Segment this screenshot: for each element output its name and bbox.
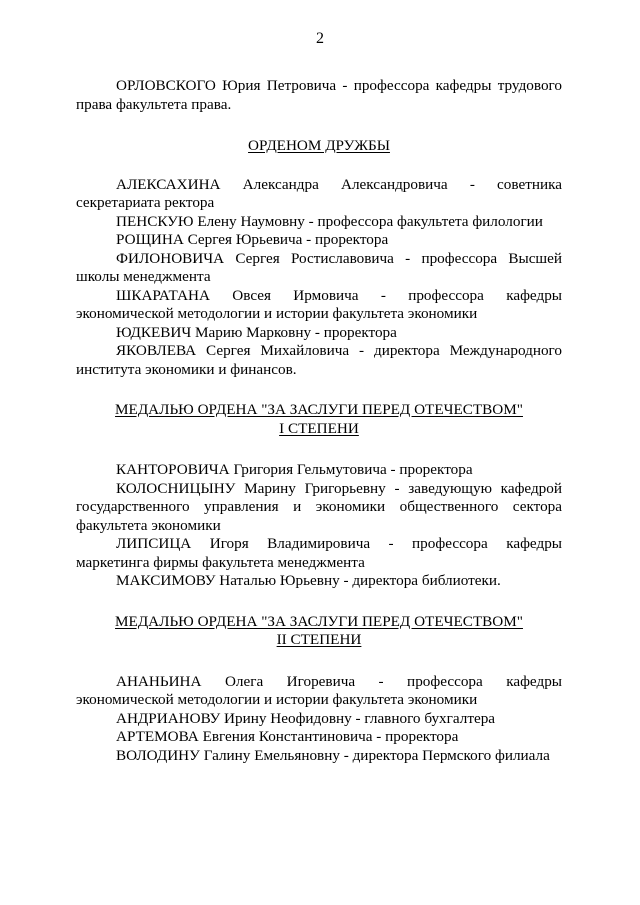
section-heading-medal-1st-degree (76, 401, 562, 438)
list-item: МАКСИМОВУ Наталью Юрьевну - директора библиотеки. (116, 572, 501, 589)
list-item: АРТЕМОВА Евгения Константиновича - проректора (116, 728, 459, 745)
heading-line: I СТЕПЕНИ (279, 419, 359, 437)
heading-line: II СТЕПЕНИ (276, 631, 362, 648)
document-body (76, 77, 562, 765)
list-item: КОЛОСНИЦЫНУ Марину Григорьевну - заведующую кафедрой государственного управления и экономики общественного сектора факультета экономики (76, 479, 562, 534)
section-heading-medal-2nd-degree (76, 613, 562, 650)
heading-line: МЕДАЛЬЮ ОРДЕНА "ЗА ЗАСЛУГИ ПЕРЕД ОТЕЧЕСТВОМ" (115, 401, 523, 418)
list-item: ОРЛОВСКОГО Юрия Петровича - профессора кафедры трудового права факультета права. (76, 77, 562, 113)
page-number: 2 (316, 30, 324, 47)
list-item: ПЕНСКУЮ Елену Наумовну - профессора факультета филологии (116, 212, 543, 230)
list-item: ЛИПСИЦА Игоря Владимировича - профессора кафедры маркетинга фирмы факультета менеджмента (76, 535, 562, 571)
list-item: ВОЛОДИНУ Галину Емельяновну - директора Пермского филиала (116, 746, 550, 764)
list-item: ФИЛОНОВИЧА Сергея Ростиславовича - профессора Высшей школы менеджмента (76, 249, 562, 285)
list-item: КАНТОРОВИЧА Григория Гельмутовича - проректора (116, 461, 473, 478)
list-item: АНДРИАНОВУ Ирину Неофидовну - главного бухгалтера (116, 709, 496, 727)
list-item: ШКАРАТАНА Овсея Ирмовича - профессора кафедры экономической методологии и истории факультета экономики (76, 286, 562, 322)
list-item: ЯКОВЛЕВА Сергея Михайловича - директора Международного института экономики и финансов. (76, 342, 562, 378)
list-item: АЛЕКСАХИНА Александра Александровича - советника секретариата ректора (76, 175, 562, 211)
section-heading-order-of-friendship: ОРДЕНОМ ДРУЖБЫ (248, 137, 390, 154)
list-item: ЮДКЕВИЧ Марию Марковну - проректора (116, 323, 397, 341)
list-item: РОЩИНА Сергея Юрьевича - проректора (116, 231, 389, 248)
list-item: АНАНЬИНА Олега Игоревича - профессора кафедры экономической методологии и истории факультета экономики (76, 672, 562, 708)
heading-line: МЕДАЛЬЮ ОРДЕНА "ЗА ЗАСЛУГИ ПЕРЕД ОТЕЧЕСТВОМ" (115, 612, 523, 630)
